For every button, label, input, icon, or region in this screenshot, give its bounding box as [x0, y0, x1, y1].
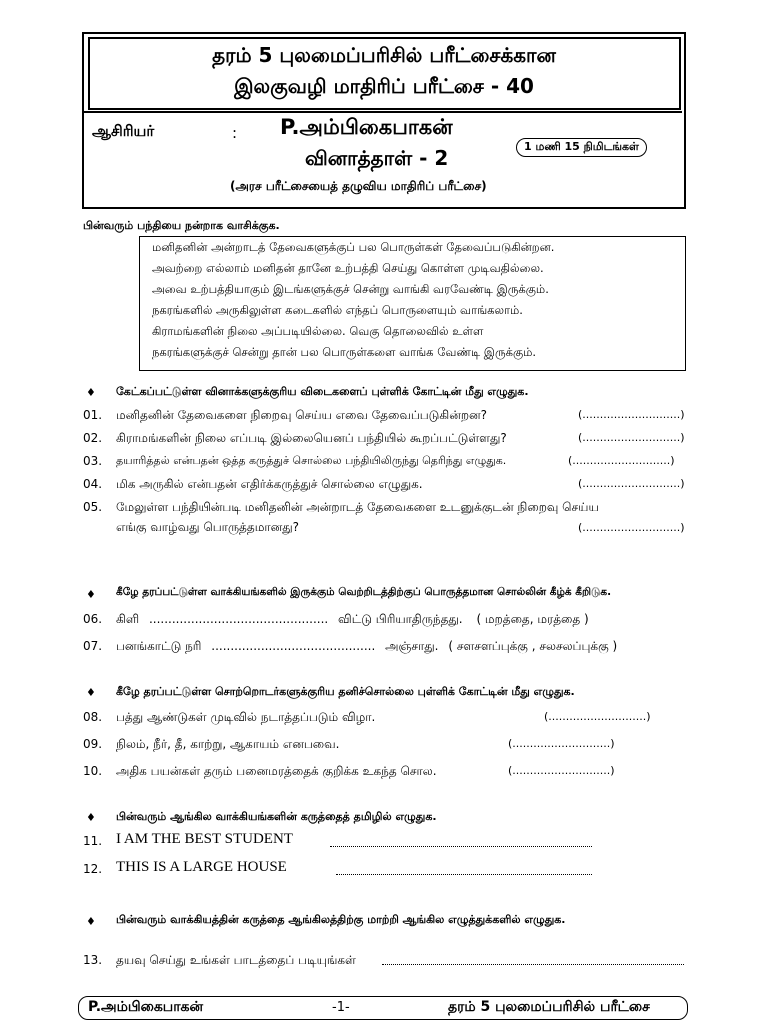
section5-instruction: பின்வரும் வாக்கியத்தின் கருத்தை ஆங்கிலத்திற்கு மாற்றி ஆங்கில எழுத்துக்களில் எழுதுக. [116, 913, 566, 926]
exam-note: (அரச பரீட்சையைத் தழுவிய மாதிரிப் பரீட்சை) [230, 179, 487, 193]
sentence-end: அஞ்சாது. [385, 639, 439, 653]
english-sentence: THIS IS A LARGE HOUSE [116, 859, 287, 875]
question-text: அதிக பயன்கள் தரும் பனைமரத்தைக் குறிக்க உகந்த சொல. [116, 764, 437, 778]
question-text: நிலம், நீர், தீ, காற்று, ஆகாயம் எனபவை. [116, 737, 340, 751]
sentence-start: பனங்காட்டு நரி [116, 639, 202, 653]
question-number: 06. [83, 612, 103, 626]
question-number: 08. [83, 710, 103, 724]
section-bullet: ♦ [86, 915, 96, 928]
blank-field[interactable]: ........................................... [211, 639, 376, 653]
question-number: 03. [83, 454, 103, 468]
sentence-start: கிளி [116, 612, 140, 626]
question-number: 13. [83, 953, 103, 967]
answer-line[interactable] [336, 874, 592, 875]
question-sentence [116, 639, 617, 655]
word-options: ( மறத்தை, மரத்தை ) [476, 612, 589, 626]
word-options: ( சளசளப்புக்கு , சலசலப்புக்கு ) [448, 639, 618, 653]
question-text: கிராமங்களின் நிலை எப்படி இல்லையெனப் பந்தியில் கூறப்பட்டுள்ளது? [116, 431, 507, 445]
answer-line[interactable] [382, 964, 684, 965]
question-number: 02. [83, 431, 103, 445]
teacher-name: P.அம்பிகைபாகன் [280, 115, 453, 139]
question-text: தயவு செய்து உங்கள் பாடத்தைப் படியுங்கள் [116, 953, 356, 967]
question-text: தயாரித்தல் என்பதன் ஒத்த கருத்துச் சொல்லை பந்தியிலிருந்து தெரிந்து எழுதுக. [116, 454, 507, 467]
duration-badge: 1 மணி 15 நிமிடங்கள் [516, 138, 647, 157]
exam-title: தரம் 5 புலமைப்பரிசில் பரீட்சைக்கான [212, 43, 556, 67]
sentence-end: விட்டு பிரியாதிருந்தது. [338, 612, 463, 626]
section-bullet: ♦ [86, 811, 96, 824]
answer-field[interactable]: (............................) [508, 737, 615, 750]
footer-author: P.அம்பிகைபாகன் [88, 999, 204, 1015]
section-bullet: ♦ [86, 588, 96, 601]
teacher-colon: : [232, 124, 238, 142]
section3-instruction: கீழே தரப்பட்டுள்ள சொற்றொடர்களுக்குரிய தனிச்சொல்லை புள்ளிக் கோட்டின் மீது எழுதுக. [116, 685, 575, 698]
answer-line[interactable] [330, 846, 592, 847]
question-text-continued: எங்கு வாழ்வது பொருத்தமானது? [116, 520, 300, 534]
section4-instruction: பின்வரும் ஆங்கில வாக்கியங்களின் கருத்தைத் தமிழில் எழுதுக. [116, 810, 437, 823]
question-text: மனிதனின் தேவைகளை நிறைவு செய்ய எவை தேவைப்படுகின்றன? [116, 408, 488, 422]
passage-line: நகரங்களுக்குச் சென்று தான் பல பொருள்களை வாங்க வேண்டி இருக்கும். [152, 345, 537, 359]
question-number: 05. [83, 500, 103, 514]
question-number: 01. [83, 408, 103, 422]
blank-field[interactable]: ............................................... [148, 612, 329, 626]
answer-field[interactable]: (............................) [578, 477, 685, 490]
question-number: 07. [83, 639, 103, 653]
passage-line: கிராமங்களின் நிலை அப்படியில்லை. வெகு தொலைவில் உள்ள [152, 324, 484, 338]
english-sentence: I AM THE BEST STUDENT [116, 831, 293, 847]
answer-field[interactable]: (............................) [578, 408, 685, 421]
answer-field[interactable]: (............................) [568, 454, 675, 467]
passage-instruction: பின்வரும் பந்தியை நன்றாக வாசிக்குக. [83, 219, 280, 232]
question-text: மேலுள்ள பந்தியின்படி மனிதனின் அன்றாடத் தேவைகளை உடனுக்குடன் நிறைவு செய்ய [116, 500, 599, 514]
header-divider [84, 111, 682, 113]
passage-line: நகரங்களில் அருகிலுள்ள கடைகளில் எந்தப் பொருளையும் வாங்கலாம். [152, 303, 523, 317]
answer-field[interactable]: (............................) [508, 764, 615, 777]
passage-line: அவை உற்பத்தியாகும் இடங்களுக்குச் சென்று வாங்கி வரவேண்டி இருக்கும். [152, 282, 549, 296]
paper-number: வினாத்தாள் - 2 [305, 146, 449, 170]
passage-line: அவற்றை எல்லாம் மனிதன் தானே உற்பத்தி செய்து கொள்ள முடிவதில்லை. [152, 261, 544, 275]
section-bullet: ♦ [86, 386, 96, 399]
question-number: 12. [83, 862, 103, 876]
passage-line: மனிதனின் அன்றாடத் தேவைகளுக்குப் பல பொருள்கள் தேவைப்படுகின்றன. [152, 240, 555, 254]
question-number: 11. [83, 834, 103, 848]
section-bullet: ♦ [86, 686, 96, 699]
page-number: -1- [332, 1000, 350, 1015]
question-number: 10. [83, 764, 103, 778]
section2-instruction: கீழே தரப்பட்டுள்ள வாக்கியங்களில் இருக்கும் வெற்றிடத்திற்குப் பொருத்தமான சொல்லின் கீழ்க் கீறிடுக. [116, 586, 612, 598]
exam-subtitle: இலகுவழி மாதிரிப் பரீட்சை - 40 [234, 74, 534, 98]
question-text: பத்து ஆண்டுகள் முடிவில் நடாத்தப்படும் விழா. [116, 710, 376, 724]
question-number: 09. [83, 737, 103, 751]
answer-field[interactable]: (............................) [578, 431, 685, 444]
answer-field[interactable]: (............................) [578, 521, 685, 534]
answer-field[interactable]: (............................) [544, 710, 651, 723]
question-sentence [116, 612, 589, 628]
question-text: மிக அருகில் என்பதன் எதிர்க்கருத்துச் சொல்லை எழுதுக. [116, 477, 423, 491]
question-number: 04. [83, 477, 103, 491]
section1-instruction: கேட்கப்பட்டுள்ள வினாக்களுக்குரிய விடைகளைப் புள்ளிக் கோட்டின் மீது எழுதுக. [116, 385, 529, 398]
teacher-label: ஆசிரியர் [92, 122, 155, 140]
footer-exam-title: தரம் 5 புலமைப்பரிசில் பரீட்சை [448, 999, 650, 1015]
